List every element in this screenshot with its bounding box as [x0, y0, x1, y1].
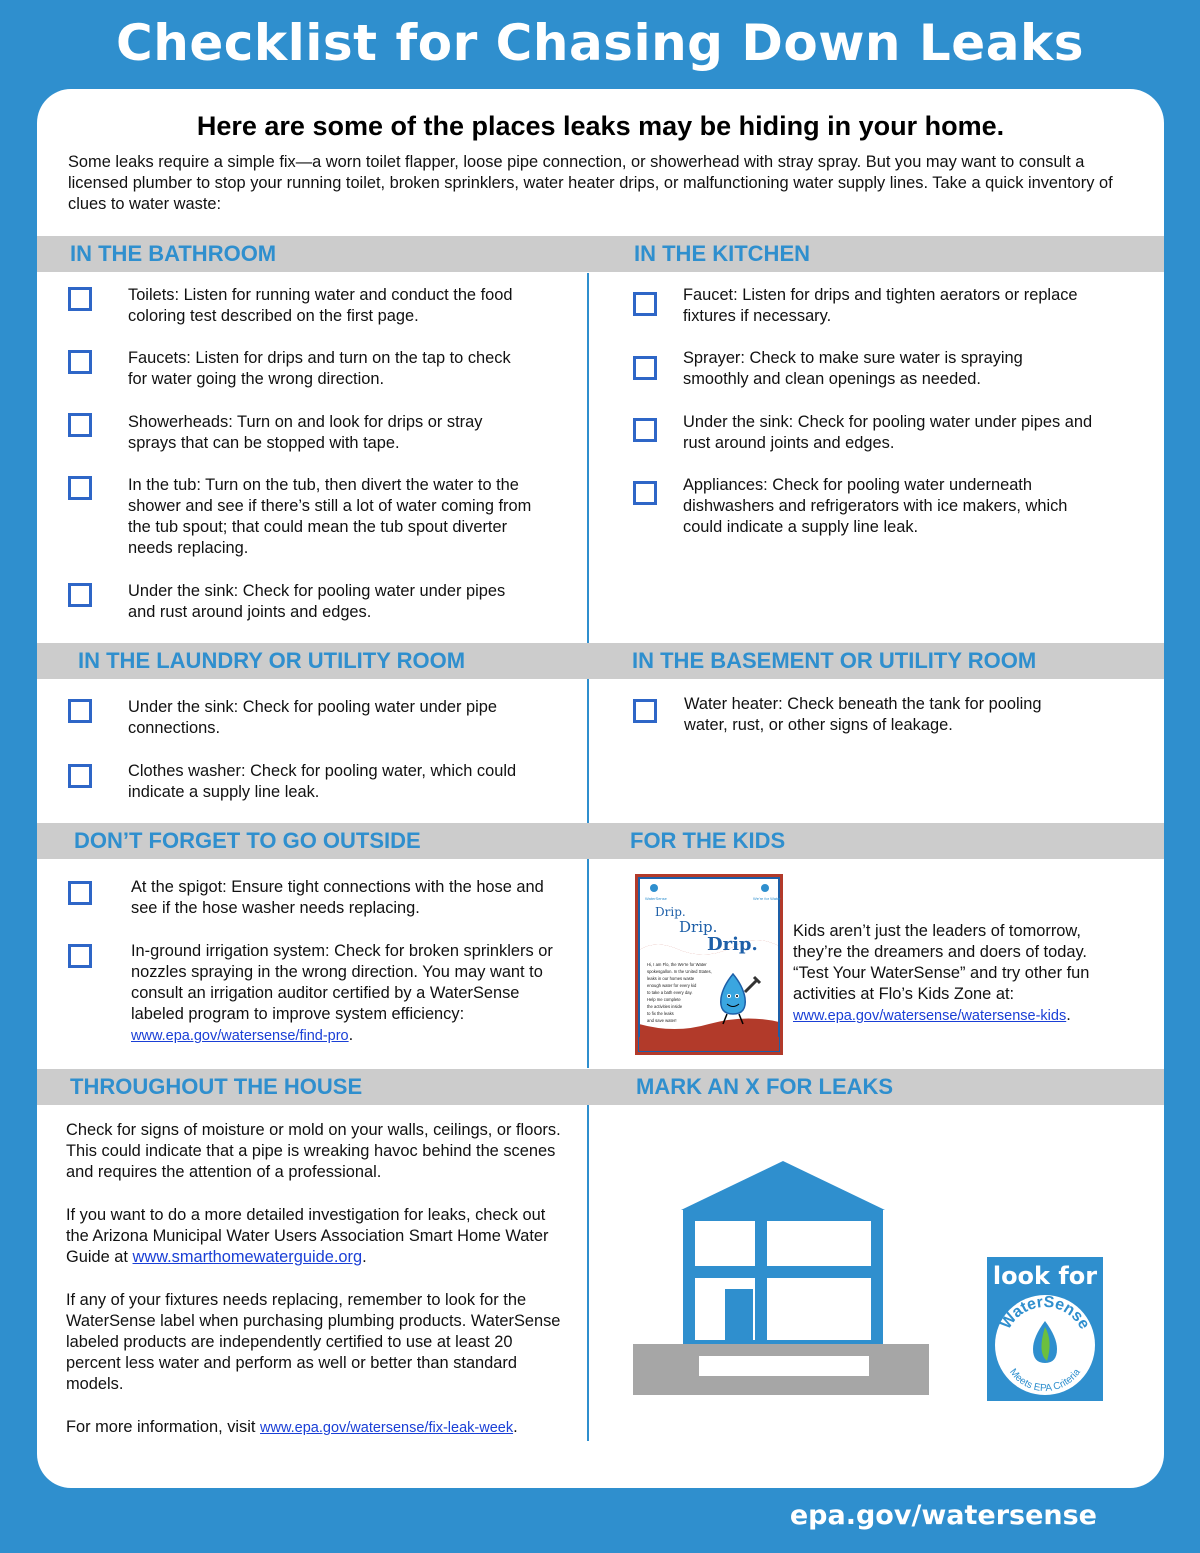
- bathroom-item-faucets: Faucets: Listen for drips and turn on the tap to check for water going the wrong direction.: [128, 349, 511, 388]
- watersense-logo: [987, 1257, 1103, 1401]
- checkbox-tub[interactable]: [68, 476, 92, 500]
- drop-icon: [761, 884, 769, 892]
- checkbox-appliances[interactable]: [633, 481, 657, 505]
- drip-drip-drip-poster[interactable]: [635, 874, 783, 1055]
- checkbox-showerheads[interactable]: [68, 413, 92, 437]
- kitchen-item-appliances: Appliances: Check for pooling water underneath dishwashers and refrigerators with ice makers, which could indicate a supply line leak.: [683, 476, 1068, 536]
- bathroom-item-sink: Under the sink: Check for pooling water under pipes and rust around joints and edges.: [128, 582, 506, 621]
- poster-drip-1: Drip.: [655, 905, 686, 919]
- checkbox-faucets[interactable]: [68, 350, 92, 374]
- find-pro-link[interactable]: www.epa.gov/watersense/find-pro: [131, 1028, 349, 1044]
- kitchen-item-sink: Under the sink: Check for pooling water under pipes and rust around joints and edges.: [683, 413, 1093, 452]
- subtitle: Here are some of the places leaks may be hiding in your home.: [196, 111, 1005, 141]
- bathroom-heading: IN THE BATHROOM: [70, 241, 277, 266]
- poster-drip-3: Drip.: [707, 934, 758, 955]
- checklist-card: [37, 89, 1164, 1488]
- poster-body-line: enough water for every kid: [647, 983, 697, 988]
- checkbox-irrigation[interactable]: [68, 944, 92, 968]
- poster-body-line: Help me complete: [647, 997, 681, 1002]
- column-divider: [587, 859, 589, 1068]
- poster-drip-2: Drip.: [679, 918, 718, 936]
- checkbox-bath-sink[interactable]: [68, 583, 92, 607]
- checkbox-kitchen-faucet[interactable]: [633, 292, 657, 316]
- checkbox-laundry-sink[interactable]: [68, 699, 92, 723]
- intro-text: Some leaks require a simple fix—a worn toilet flapper, loose pipe connection, or showerhead with stray spray. But you may want to consult a licensed plumber to stop your running toilet, broken sprinklers, water heater drips, or malfunctioning water supply lines. Take a quick inventory of clues to water waste:: [68, 153, 1113, 213]
- bathroom-item-showerheads: Showerheads: Turn on and look for drips or stray sprays that can be stopped with tape.: [128, 413, 483, 452]
- column-divider: [587, 273, 589, 644]
- outside-item-irrigation: In-ground irrigation system: Check for broken sprinklers or nozzles spraying in the wrong direction. You may want to consult an irrigation auditor certified by a WaterSense labeled program to improve system efficiency: www.epa.gov/watersense/find-pro.: [131, 942, 553, 1044]
- section-band: [37, 236, 1164, 272]
- outside-heading: DON’T FORGET TO GO OUTSIDE: [74, 828, 421, 853]
- poster-body-line: Hi, I am Flo, the We're for Water: [647, 962, 707, 967]
- poster-brand-right: We're for Water: [753, 896, 781, 901]
- footer-url[interactable]: epa.gov/watersense: [789, 1500, 1097, 1531]
- outside-item-spigot: At the spigot: Ensure tight connections with the hose and see if the hose washer needs replacing.: [131, 878, 544, 917]
- house-door-icon: [725, 1289, 753, 1340]
- page-title: Checklist for Chasing Down Leaks: [116, 14, 1084, 72]
- checkbox-clothes-washer[interactable]: [68, 764, 92, 788]
- checkbox-kitchen-sink[interactable]: [633, 418, 657, 442]
- kitchen-item-faucet: Faucet: Listen for drips and tighten aerators or replace fixtures if necessary.: [683, 286, 1078, 325]
- house-roof-icon: [681, 1161, 885, 1210]
- kids-zone-link[interactable]: www.epa.gov/watersense/watersense-kids: [793, 1008, 1067, 1024]
- poster-brand-left: WaterSense: [645, 896, 667, 901]
- checkbox-spigot[interactable]: [68, 881, 92, 905]
- poster-body-line: to fix the leaks: [647, 1011, 674, 1016]
- house-basement-window: [699, 1356, 869, 1376]
- fix-leak-week-link[interactable]: www.epa.gov/watersense/fix-leak-week: [260, 1420, 514, 1436]
- kitchen-item-sprayer: Sprayer: Check to make sure water is spraying smoothly and clean openings as needed.: [683, 349, 1023, 388]
- poster-body-line: spokesgallon. In the United States,: [647, 969, 712, 974]
- poster-body-line: to take a bath every day.: [647, 990, 693, 995]
- column-divider: [587, 679, 589, 824]
- bathroom-item-toilets: Toilets: Listen for running water and conduct the food coloring test described on the first page.: [128, 286, 513, 325]
- smarthome-guide-link[interactable]: www.smarthomewaterguide.org: [132, 1248, 363, 1266]
- section-band: [37, 1069, 1164, 1105]
- kids-heading: FOR THE KIDS: [630, 828, 786, 853]
- laundry-item-sink: Under the sink: Check for pooling water under pipe connections.: [128, 698, 497, 737]
- section-band: [37, 823, 1164, 859]
- house-room: [767, 1221, 871, 1266]
- poster-body-line: the activities inside: [647, 1004, 683, 1009]
- mark-heading: MARK AN X FOR LEAKS: [636, 1074, 894, 1099]
- section-band: [37, 643, 1164, 679]
- poster-body-line: and save water!: [647, 1018, 677, 1023]
- laundry-item-washer: Clothes washer: Check for pooling water, which could indicate a supply line leak.: [128, 762, 517, 801]
- bathroom-item-tub: In the tub: Turn on the tub, then divert the water to the shower and see if there’s still a lot of water coming from the tub spout; that could mean the tub spout diverter needs replacing.: [128, 476, 532, 557]
- checkbox-sprayer[interactable]: [633, 356, 657, 380]
- checkbox-water-heater[interactable]: [633, 699, 657, 723]
- house-room: [695, 1221, 755, 1266]
- column-divider: [587, 1105, 589, 1441]
- house-room: [767, 1278, 871, 1340]
- basement-item-heater: Water heater: Check beneath the tank for pooling water, rust, or other signs of leakage.: [684, 695, 1042, 734]
- checkbox-toilets[interactable]: [68, 287, 92, 311]
- logo-brand: WaterSense: [997, 1293, 1093, 1333]
- house-para-moisture: Check for signs of moisture or mold on your walls, ceilings, or floors. This could indicate that a pipe is wreaking havoc behind the scenes and requires the attention of a professional.: [66, 1121, 561, 1181]
- basement-heading: IN THE BASEMENT OR UTILITY ROOM: [632, 648, 1037, 673]
- house-heading: THROUGHOUT THE HOUSE: [70, 1074, 363, 1099]
- house-para-watersense: If any of your fixtures needs replacing, remember to look for the WaterSense label when purchasing plumbing products. WaterSense labeled products are independently certified to use at least 20 percent less water and perform as well or better than standard models.: [66, 1291, 561, 1393]
- house-diagram[interactable]: [633, 1159, 933, 1399]
- drop-icon: [650, 884, 658, 892]
- logo-tagline: Meets EPA Criteria: [1007, 1366, 1083, 1395]
- house-para-guide: If you want to do a more detailed investigation for leaks, check out the Arizona Municipal Water Users Association Smart Home Water Guide at www.smarthomewaterguide.org.: [66, 1206, 549, 1266]
- logo-look-for: look for: [992, 1262, 1098, 1290]
- poster-body-line: leaks in our homes waste: [647, 976, 695, 981]
- kitchen-heading: IN THE KITCHEN: [634, 241, 810, 266]
- house-para-info: For more information, visit www.epa.gov/watersense/fix-leak-week.: [66, 1418, 518, 1436]
- kids-text: Kids aren’t just the leaders of tomorrow, they’re the dreamers and doers of today. “Test Your WaterSense” and try other fun activities at Flo’s Kids Zone at: www.epa.gov/watersense/watersense-kids.: [793, 922, 1090, 1024]
- laundry-heading: IN THE LAUNDRY OR UTILITY ROOM: [78, 648, 466, 673]
